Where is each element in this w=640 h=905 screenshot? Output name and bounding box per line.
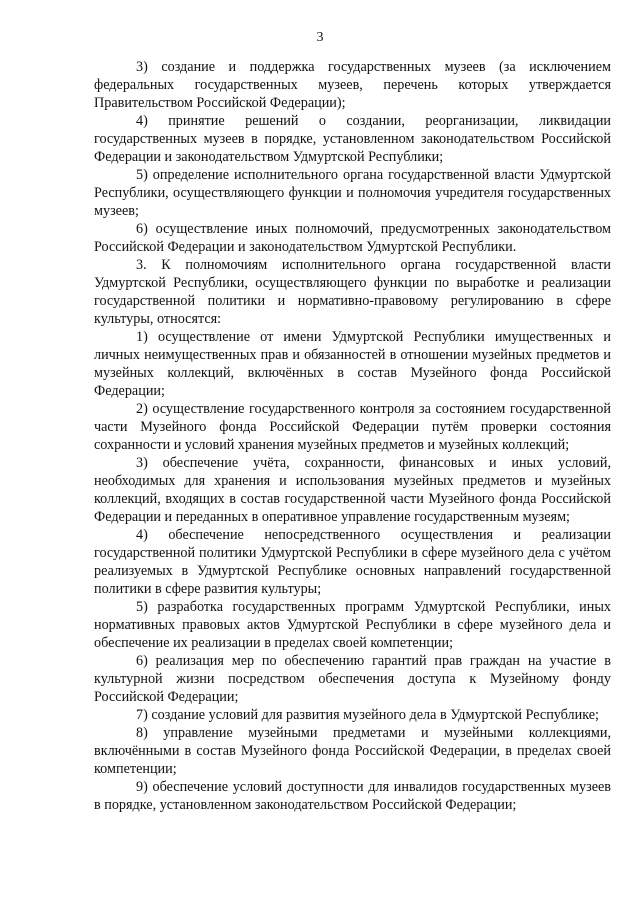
paragraph-subitem-8: 8) управление музейными предметами и музейными коллекциями, включёнными в состав Музейного фонда Российской Федерации, в пределах своей компетенции;: [94, 725, 611, 777]
paragraph-item-3-museums: 3) создание и поддержка государственных музеев (за исключением федеральных государственных музеев, перечень которых утверждается Правительством Российской Федерации);: [94, 59, 611, 111]
paragraph-item-5-founder: 5) определение исполнительного органа государственной власти Удмуртской Республики, осуществляющего функции и полномочия учредителя государственных музеев;: [94, 167, 611, 219]
page-number: 3: [316, 30, 324, 45]
paragraph-item-6-other-powers: 6) осуществление иных полномочий, предусмотренных законодательством Российской Федерации и законодательством Удмуртской Республики.: [94, 221, 611, 255]
paragraph-subitem-2: 2) осуществление государственного контроля за состоянием государственной части Музейного фонда Российской Федерации путём проверки состояния сохранности и условий хранения музейных предметов и музейных коллекций;: [94, 401, 611, 453]
paragraph-subitem-3: 3) обеспечение учёта, сохранности, финансовых и иных условий, необходимых для хранения и использования музейных предметов и музейных коллекций, входящих в состав государственной части Музейного фонда Российской Федерации и переданных в оперативное управление государственным музеям;: [94, 455, 611, 525]
paragraph-item-4-decisions: 4) принятие решений о создании, реорганизации, ликвидации государственных музеев в порядке, установленном законодательством Российской Федерации и законодательством Удмуртской Республики;: [94, 113, 611, 165]
paragraph-section-3-intro: 3. К полномочиям исполнительного органа государственной власти Удмуртской Республики, осуществляющего функции по выработке и реализации государственной политики и нормативно-правовому регулированию в сфере культуры, относятся:: [94, 257, 611, 327]
document-body: [94, 58, 611, 814]
paragraph-subitem-1: 1) осуществление от имени Удмуртской Республики имущественных и личных неимущественных прав и обязанностей в отношении музейных предметов и музейных коллекций, включённых в состав Музейного фонда Российской Федерации;: [94, 329, 611, 399]
paragraph-subitem-9: 9) обеспечение условий доступности для инвалидов государственных музеев в порядке, установленном законодательством Российской Федерации;: [94, 779, 611, 813]
paragraph-subitem-7: 7) создание условий для развития музейного дела в Удмуртской Республике;: [136, 707, 600, 723]
paragraph-subitem-5: 5) разработка государственных программ Удмуртской Республики, иных нормативных правовых актов Удмуртской Республики в сфере музейного дела и обеспечение их реализации в пределах своей компетенции;: [94, 599, 611, 651]
paragraph-subitem-4: 4) обеспечение непосредственного осуществления и реализации государственной политики Удмуртской Республики в сфере музейного дела с учётом реализуемых в Удмуртской Республике основных направлений государственной политики в сфере развития культуры;: [94, 527, 611, 597]
paragraph-subitem-6: 6) реализация мер по обеспечению гарантий прав граждан на участие в культурной жизни посредством обеспечения доступа к Музейному фонду Российской Федерации;: [94, 653, 611, 705]
